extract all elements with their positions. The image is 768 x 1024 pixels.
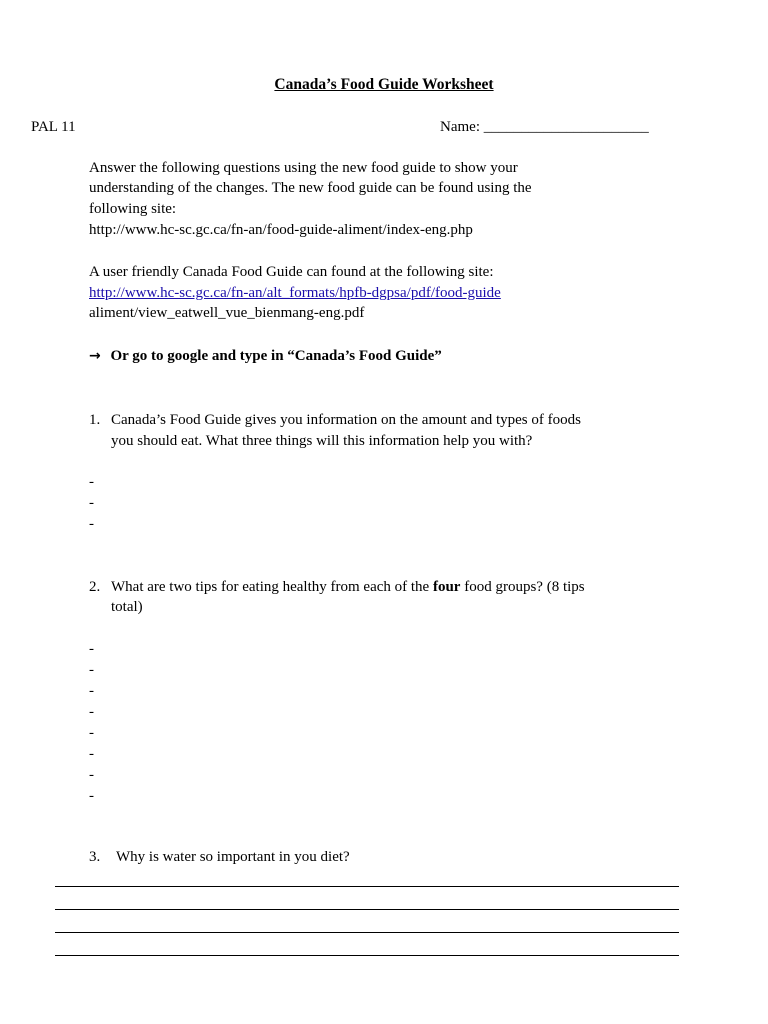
question-3-text: Why is water so important in you diet? xyxy=(116,849,350,865)
friendly-guide-link[interactable]: http://www.hc-sc.gc.ca/fn-an/alt_formats/hpfb-dgpsa/pdf/food-guide xyxy=(89,285,501,301)
answer-bullet: - xyxy=(89,725,94,741)
question-number: 1. xyxy=(89,412,101,428)
answer-bullet: - xyxy=(89,767,94,783)
answer-bullet: - xyxy=(89,641,94,657)
answer-bullet: - xyxy=(89,746,94,762)
question-2-text-end: food groups? (8 tips xyxy=(460,579,585,595)
answer-line xyxy=(55,932,679,933)
intro-line: Answer the following questions using the new food guide to show your xyxy=(89,160,518,176)
google-instruction-text: Or go to google and type in “Canada’s Food Guide” xyxy=(110,348,442,364)
question-number: 3. xyxy=(89,849,101,865)
google-instruction xyxy=(89,346,442,366)
answer-bullet: - xyxy=(89,788,94,804)
answer-bullet: - xyxy=(89,516,94,532)
question-number: 2. xyxy=(89,579,101,595)
name-field-label: Name: ______________________ xyxy=(440,119,649,135)
answer-line xyxy=(55,955,679,956)
friendly-guide-line: A user friendly Canada Food Guide can found at the following site: xyxy=(89,264,494,280)
answer-bullet: - xyxy=(89,704,94,720)
question-2-emphasis: four xyxy=(432,579,461,595)
question-2-text xyxy=(111,577,585,597)
friendly-guide-link-continued: aliment/view_eatwell_vue_bienmang-eng.pdf xyxy=(89,305,365,321)
question-1-text: Canada’s Food Guide gives you information on the amount and types of foods xyxy=(111,412,581,428)
answer-bullet: - xyxy=(89,495,94,511)
question-2-text: total) xyxy=(111,599,143,615)
question-1-text: you should eat. What three things will this information help you with? xyxy=(111,433,533,449)
arrow-right-icon: → xyxy=(89,348,101,364)
answer-line xyxy=(55,886,679,887)
answer-bullet: - xyxy=(89,474,94,490)
worksheet-title: Canada’s Food Guide Worksheet xyxy=(274,76,494,93)
food-guide-url: http://www.hc-sc.gc.ca/fn-an/food-guide-aliment/index-eng.php xyxy=(89,222,473,238)
answer-line xyxy=(55,909,679,910)
question-2-text-start: What are two tips for eating healthy from each of the xyxy=(111,579,433,595)
intro-line: understanding of the changes. The new food guide can be found using the xyxy=(89,180,532,196)
answer-bullet: - xyxy=(89,662,94,678)
answer-bullet: - xyxy=(89,683,94,699)
intro-line: following site: xyxy=(89,201,177,217)
course-label: PAL 11 xyxy=(31,119,76,135)
